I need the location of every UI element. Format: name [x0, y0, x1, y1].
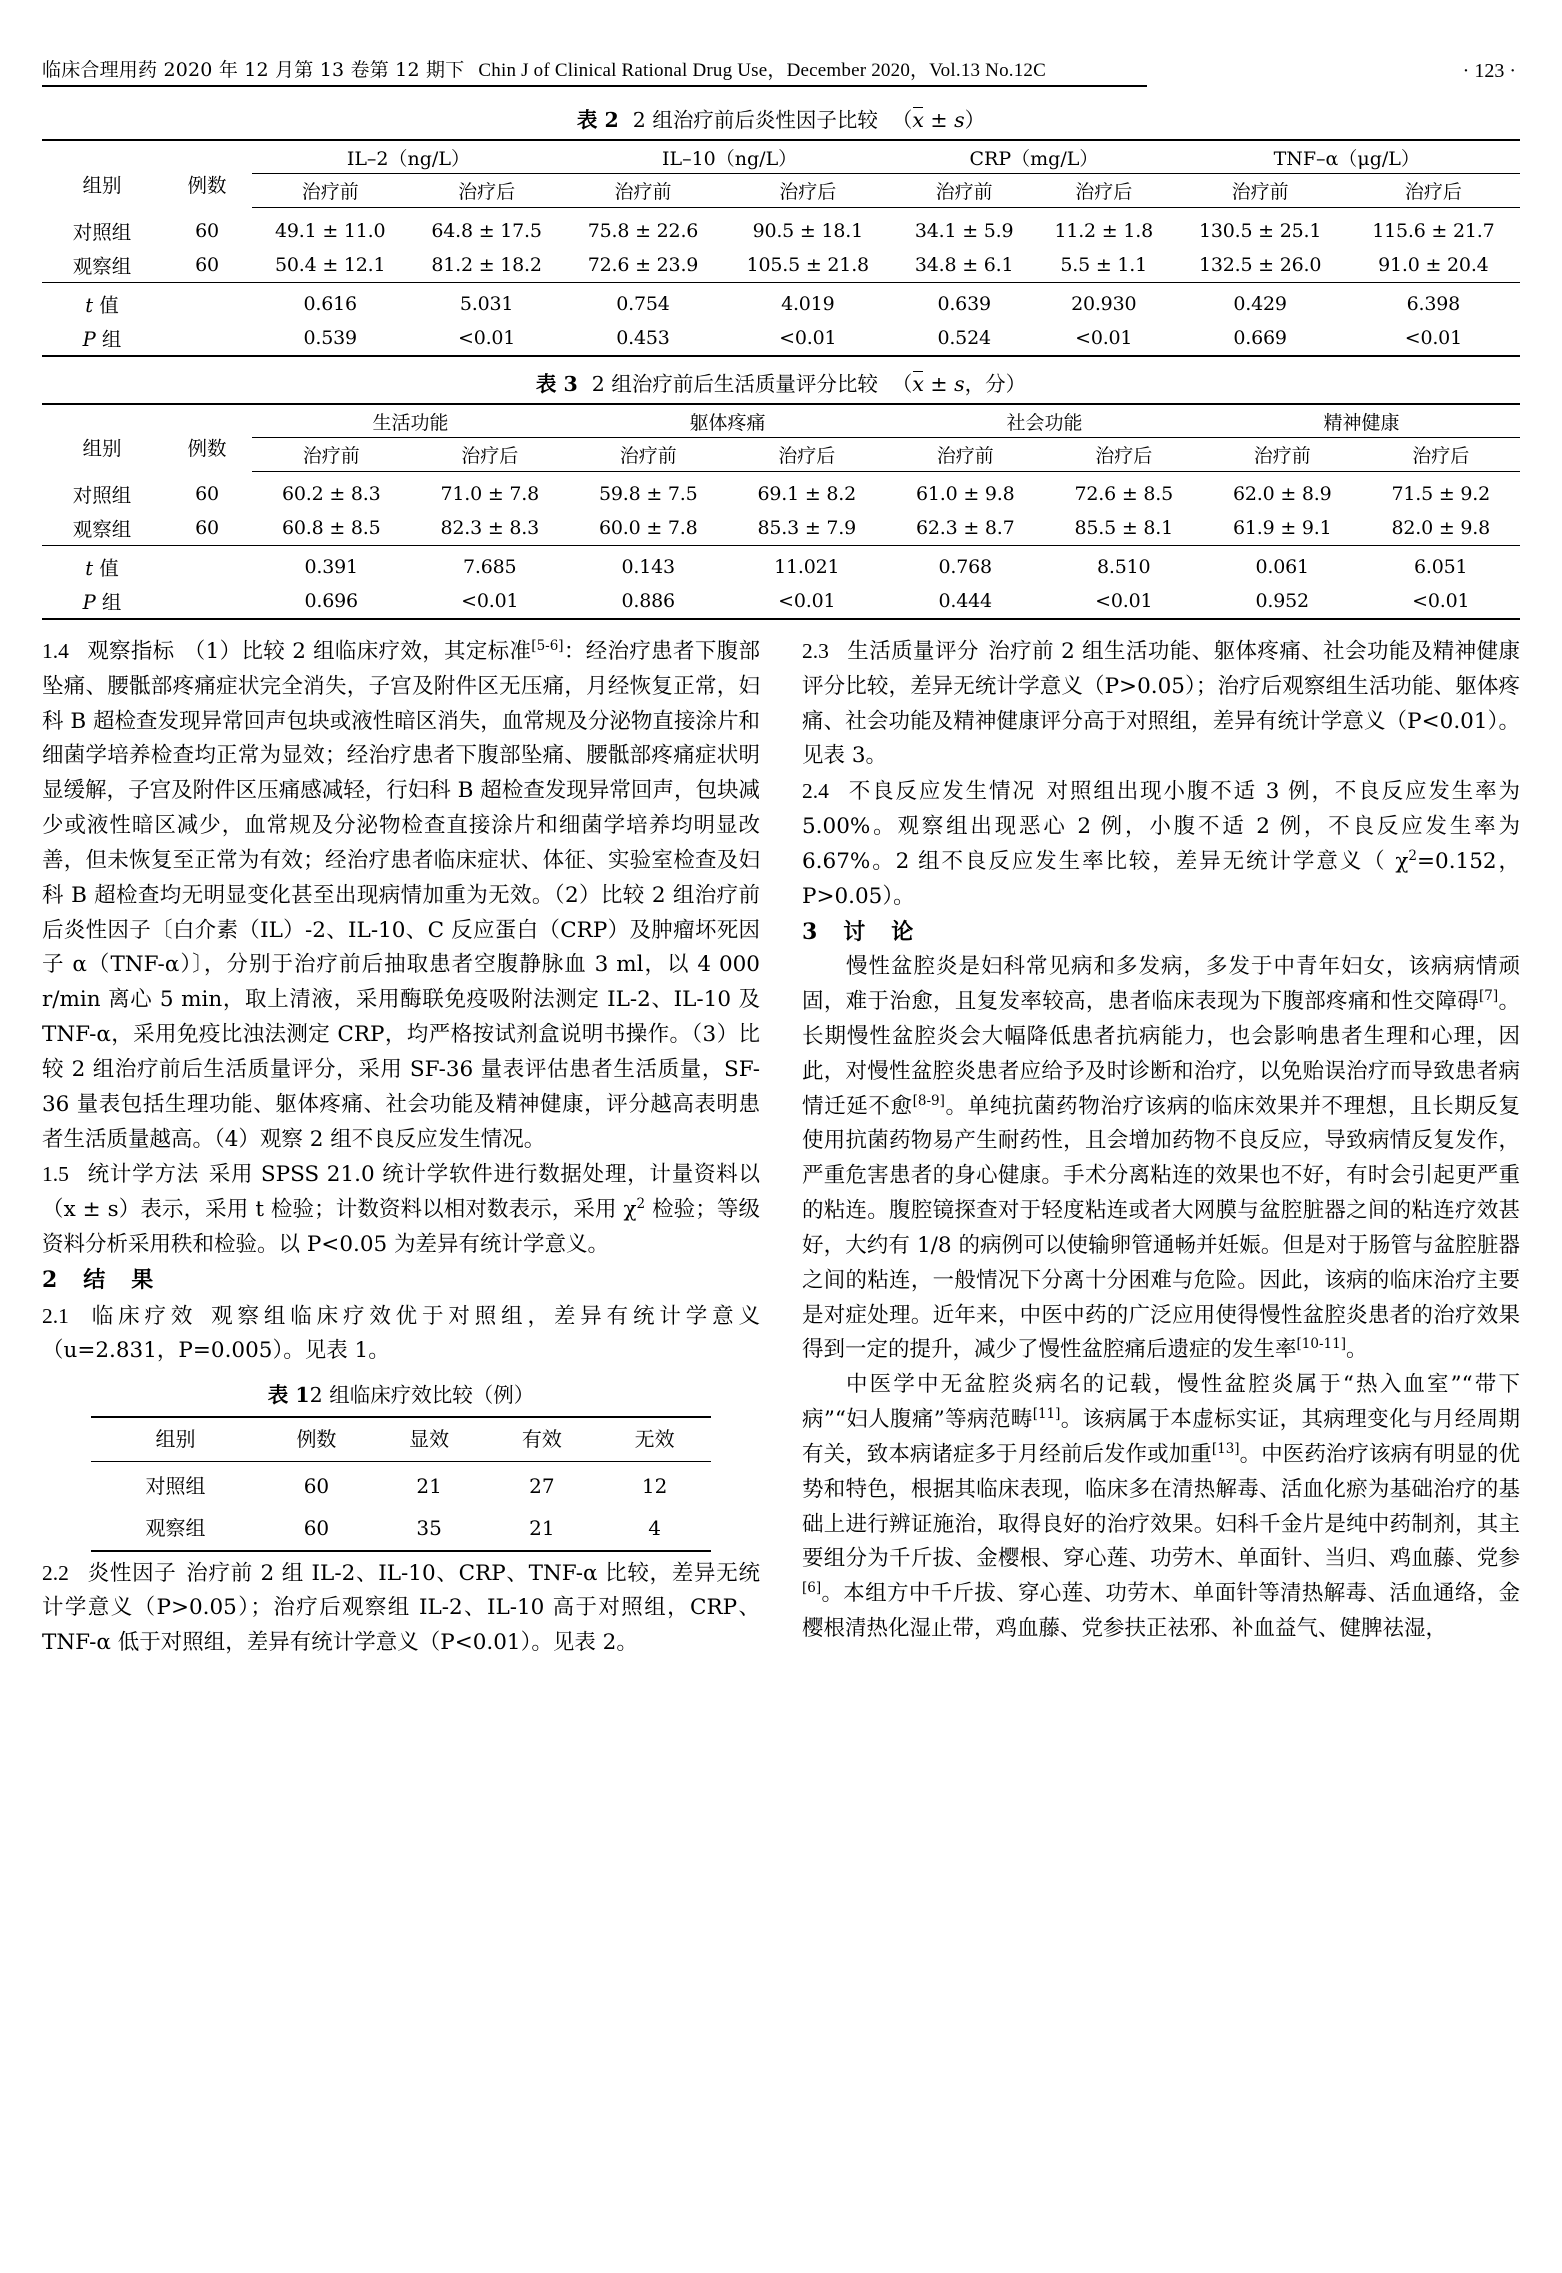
table2-row0-v5: 11.2 ± 1.8: [1054, 219, 1153, 242]
table2-sub-before-3: 治疗前: [894, 174, 1034, 208]
journal-name-cn: 临床合理用药 2020 年 12 月第 13 卷第 12 期下: [42, 59, 465, 82]
table2-t-v0: 0.616: [252, 282, 408, 321]
table3-sub-before-3: 治疗前: [886, 437, 1045, 471]
table3-row0-label: 对照组: [72, 484, 132, 507]
table2-col-group: 组别: [42, 140, 162, 208]
table3-p-label: P 组: [42, 584, 162, 619]
table3-row0-v5: 72.6 ± 8.5: [1074, 483, 1174, 506]
table-row: [42, 511, 1520, 546]
section-2-2: [42, 1556, 760, 1661]
discussion-p2-ref2: [13]: [1211, 1440, 1240, 1457]
table2-group-il10: IL–10（ng/L）: [565, 140, 895, 174]
table3-row1-v6: 61.9 ± 9.1: [1232, 517, 1332, 539]
table2-group-tnfa: TNF–α（μg/L）: [1173, 140, 1520, 174]
table2-sub-after-3: 治疗后: [1034, 174, 1174, 208]
table3-p-v6: 0.952: [1203, 584, 1362, 619]
table1: [91, 1416, 711, 1551]
table1-header-effective: 有效: [486, 1417, 599, 1461]
table1-caption-label: 表 1: [267, 1383, 310, 1408]
table2-t-v2: 0.754: [565, 282, 721, 321]
section-1-4-body-b: ：经治疗患者下腹部坠痛、腰骶部疼痛症状完全消失，子宫及附件区无压痛，月经恢复正常，妇科 B 超检查发现异常回声包块或液性暗区消失，血常规及分泌物直接涂片和细菌学培养检查均正常为显效；经治疗患者下腹部坠痛、腰骶部疼痛症状明显缓解，子宫及附件区压痛感减轻，行妇科 B 超检查发现异常回声，包块减少或液性暗区减少，血常规及分泌物检查直接涂片和细菌学培养均明显改善，但未恢复至正常为有效；经治疗患者临床症状、体征、实验室检查及妇科 B 超检查均无明显变化甚至出现病情加重为无效。（2）比较 2 组治疗前后炎性因子〔白介素（IL）-2、IL-10、C 反应蛋白（CRP）及肿瘤坏死因子 α（TNF-α）〕，分别于治疗前后抽取患者空腹静脉血 3 ml，以 4 000 r/min 离心 5 min，取上清液，采用酶联免疫吸附法测定 IL-2、IL-10 及 TNF-α，采用免疫比浊法测定 CRP，均严格按试剂盒说明书操作。（3）比较 2 组治疗前后生活质量评分，采用 SF-36 量表评估患者生活质量，SF-36 量表包括生理功能、躯体疼痛、社会功能及精神健康，评分越高表明患者生活质量越高。（4）观察 2 组不良反应发生情况。: [42, 639, 760, 1152]
table2-t-row: [42, 282, 1520, 321]
table2-p-row: [42, 321, 1520, 356]
table2-row1-v2: 72.6 ± 23.9: [587, 253, 699, 276]
table2-t-v6: 0.429: [1173, 282, 1346, 321]
table3-t-v5: 8.510: [1045, 546, 1204, 585]
table2-row1-v7: 91.0 ± 20.4: [1378, 253, 1489, 276]
table2-t-n: [162, 282, 252, 321]
discussion-p1-d: 。: [1345, 1337, 1368, 1363]
table2-sub-before-1: 治疗前: [252, 174, 408, 208]
table2-t-v4: 0.639: [894, 282, 1034, 321]
table3-sub-before-4: 治疗前: [1203, 437, 1362, 471]
section-1-4: [42, 634, 760, 1157]
body-columns: [42, 634, 1520, 1661]
table2-row1-label: 观察组: [72, 254, 132, 278]
table3-caption-stat: （x ± s，分）: [891, 371, 1027, 396]
section-1-4-title: 观察指标: [86, 639, 175, 664]
table1-row0-n: 60: [303, 1473, 330, 1498]
section-1-5-superscript: 2: [636, 1196, 646, 1213]
table2-p-v6: 0.669: [1173, 321, 1346, 356]
table2-row1-v4: 34.8 ± 6.1: [914, 253, 1014, 276]
table3-row0-v1: 71.0 ± 7.8: [440, 483, 540, 506]
discussion-paragraph-2: [802, 1368, 1520, 1647]
discussion-p1-a: 慢性盆腔炎是妇科常见病和多发病，多发于中青年妇女，该病病情顽固，难于治愈，且复发率较高，患者临床表现为下腹部疼痛和性交障碍: [802, 954, 1520, 1015]
table2-t-v5: 20.930: [1034, 282, 1174, 321]
table3-sub-before-2: 治疗前: [569, 437, 728, 471]
section-2-1-title: 临床疗效: [86, 1303, 198, 1329]
table3-row1-v5: 85.5 ± 8.1: [1074, 517, 1174, 539]
table2-sub-after-4: 治疗后: [1347, 174, 1520, 208]
table2-caption-stat: （x ± s）: [891, 108, 986, 132]
section-2-4: [802, 774, 1520, 914]
table2-sub-after-2: 治疗后: [721, 174, 894, 208]
table2: [42, 139, 1520, 357]
table1-row0-label: 对照组: [145, 1473, 206, 1498]
table3-group-mental-health: 精神健康: [1203, 404, 1520, 438]
table-row: [42, 471, 1520, 511]
section-2-1-body: 观察组临床疗效优于对照组，差异有统计学意义（u=2.831，P=0.005）。见表 1。: [42, 1303, 760, 1364]
table2-row0-v7: 115.6 ± 21.7: [1372, 219, 1495, 242]
table3-p-v1: <0.01: [411, 584, 570, 619]
table3-t-v7: 6.051: [1362, 546, 1521, 585]
left-column: [42, 634, 760, 1661]
table-row: [91, 1507, 711, 1550]
section-1-4-number: 1.4: [42, 639, 69, 663]
table2-row0-v3: 90.5 ± 18.1: [752, 219, 863, 242]
section-1-5-title: 统计学方法: [86, 1162, 199, 1188]
table3-header-row-2: [42, 437, 1520, 471]
table3-t-v3: 11.021: [728, 546, 887, 585]
table3-sub-after-1: 治疗后: [411, 437, 570, 471]
section-2-4-body-b: =0.152，P>0.05）。: [802, 848, 1520, 909]
table-row: [91, 1461, 711, 1507]
section-1-5: [42, 1157, 760, 1262]
table1-header-ineffective: 无效: [598, 1417, 711, 1461]
table2-row0-n: 60: [195, 219, 219, 242]
table2-row1-v0: 50.4 ± 12.1: [274, 253, 386, 276]
table1-header-n: 例数: [260, 1417, 373, 1461]
table2-row0-v0: 49.1 ± 11.0: [274, 219, 386, 242]
table-row: [42, 208, 1520, 248]
section-3-heading: 3 讨 论: [802, 918, 916, 945]
table3-p-v3: <0.01: [728, 584, 887, 619]
discussion-p1-ref2: [8-9]: [912, 1092, 945, 1109]
section-2-4-number: 2.4: [802, 779, 829, 804]
table3-caption-label: 表 3: [535, 371, 578, 396]
discussion-paragraph-1: [802, 950, 1520, 1368]
table2-t-v3: 4.019: [721, 282, 894, 321]
table3-p-row: [42, 584, 1520, 619]
table2-p-v5: <0.01: [1034, 321, 1174, 356]
table3-row0-v0: 60.2 ± 8.3: [281, 483, 381, 506]
table2-row0-label: 对照组: [72, 220, 132, 244]
table2-t-label: t 值: [42, 282, 162, 321]
table1-row1-n: 60: [260, 1507, 373, 1550]
table3-caption-text: 2 组治疗前后生活质量评分比较: [591, 371, 878, 396]
table3-group-life-function: 生活功能: [252, 404, 569, 438]
table1-row0-effective: 27: [529, 1473, 555, 1498]
journal-name-en: Chin J of Clinical Rational Drug Use，December 2020，Vol.13 No.12C: [478, 60, 1047, 82]
table2-row0-v4: 34.1 ± 5.9: [914, 219, 1014, 242]
table2-p-v7: <0.01: [1347, 321, 1520, 356]
section-2-1-number: 2.1: [42, 1303, 69, 1328]
table2-t-v1: 5.031: [408, 282, 564, 321]
header-rule: [42, 85, 1147, 87]
section-2-2-body: 治疗前 2 组 IL-2、IL-10、CRP、TNF-α 比较，差异无统计学意义（P>0.05）；治疗后观察组 IL-2、IL-10 高于对照组，CRP、TNF-α 低于对照组，差异有统计学意义（P<0.01）。见表 2。: [42, 1560, 760, 1656]
table1-header-group: 组别: [91, 1417, 260, 1461]
table3-caption: [42, 367, 1520, 397]
table3-row0-v3: 69.1 ± 8.2: [757, 483, 857, 506]
table3-t-v4: 0.768: [886, 546, 1045, 585]
table3-row0-v4: 61.0 ± 9.8: [915, 483, 1015, 506]
discussion-p2-c: 。中医药治疗该病有明显的优势和特色，根据其临床表现，临床多在清热解毒、活血化瘀为基础治疗的基础上进行辨证施治，取得良好的治疗效果。妇科千金片是纯中药制剂，其主要组分为千斤拔、金樱根、穿心莲、功劳木、单面针、当归、鸡血藤、党参: [802, 1441, 1520, 1572]
table2-group-il2: IL–2（ng/L）: [252, 140, 565, 174]
table3-sub-after-3: 治疗后: [1045, 437, 1204, 471]
table2-p-v4: 0.524: [894, 321, 1034, 356]
discussion-p1-ref1: [7]: [1479, 987, 1499, 1004]
table2-caption-label: 表 2: [576, 108, 619, 132]
section-2-4-superscript: 2: [1408, 847, 1417, 864]
table3-sub-before-1: 治疗前: [252, 437, 411, 471]
table3-row0-v2: 59.8 ± 7.5: [598, 483, 698, 506]
table2-t-v7: 6.398: [1347, 282, 1520, 321]
table2-p-v0: 0.539: [252, 321, 408, 356]
table2-p-v1: <0.01: [408, 321, 564, 356]
table3-row1-label: 观察组: [72, 518, 132, 541]
table2-row1-v1: 81.2 ± 18.2: [431, 253, 542, 276]
section-2-3-number: 2.3: [802, 639, 829, 663]
table3-header-row-1: [42, 404, 1520, 438]
table2-p-label: P 组: [42, 321, 162, 356]
table3-t-label: t 值: [42, 546, 162, 585]
table3-t-v0: 0.391: [252, 546, 411, 585]
table2-row0-v2: 75.8 ± 22.6: [587, 219, 699, 242]
table3-t-v6: 0.061: [1203, 546, 1362, 585]
table3-col-n: 例数: [162, 404, 252, 472]
table1-row1-effective: 21: [486, 1507, 599, 1550]
table2-header-row-2: [42, 174, 1520, 208]
section-2-3-title: 生活质量评分: [846, 639, 979, 664]
table3-sub-after-4: 治疗后: [1362, 437, 1521, 471]
table3-t-row: [42, 546, 1520, 585]
section-1-4-reference: [5-6]: [531, 637, 564, 654]
running-head-left: [42, 60, 1046, 82]
table2-p-v3: <0.01: [721, 321, 894, 356]
table3-row1-v7: 82.0 ± 9.8: [1391, 517, 1491, 539]
table-row: [42, 248, 1520, 283]
table3-row0-v6: 62.0 ± 8.9: [1232, 483, 1332, 506]
section-2-1: [42, 1299, 760, 1370]
table3-p-v0: 0.696: [252, 584, 411, 619]
table2-row1-v3: 105.5 ± 21.8: [746, 253, 869, 276]
table1-row1-markedly: 35: [373, 1507, 486, 1550]
right-column: [802, 634, 1520, 1661]
table2-p-v2: 0.453: [565, 321, 721, 356]
table3-group-body-pain: 躯体疼痛: [569, 404, 886, 438]
table3-p-v2: 0.886: [569, 584, 728, 619]
table3-p-n: [162, 584, 252, 619]
table3-group-social-function: 社会功能: [886, 404, 1203, 438]
table3-t-v1: 7.685: [411, 546, 570, 585]
table1-row1-label: 观察组: [91, 1507, 260, 1550]
page-number: · 123 ·: [1462, 60, 1516, 82]
table3-row1-n: 60: [195, 517, 219, 539]
discussion-p2-b: 。该病属于本虚标实证，其病理变化与月经周期有关，致本病诸症多于月经前后发作或加重: [802, 1407, 1520, 1467]
section-2-3-body: 治疗前 2 组生活功能、躯体疼痛、社会功能及精神健康评分比较，差异无统计学意义（P>0.05）；治疗后观察组生活功能、躯体疼痛、社会功能及精神健康评分高于对照组，差异有统计学意义（P<0.01）。见表 3。: [802, 639, 1520, 769]
discussion-p2-a: 中医学中无盆腔炎病名的记载，慢性盆腔炎属于“热入血室”“带下病”“妇人腹痛”等病范畴: [802, 1372, 1520, 1433]
table3-p-v5: <0.01: [1045, 584, 1204, 619]
section-1-4-body-a: （1）比较 2 组临床疗效，其定标准: [183, 639, 532, 664]
table3-p-v7: <0.01: [1362, 584, 1521, 619]
discussion-p1-ref3: [10-11]: [1296, 1336, 1346, 1353]
table2-row1-v6: 132.5 ± 26.0: [1198, 253, 1322, 276]
table1-caption-text: 2 组临床疗效比较: [309, 1383, 473, 1408]
discussion-p1-b: 。长期慢性盆腔炎会大幅降低患者抗病能力，也会影响患者生理和心理，因此，对慢性盆腔炎患者应给予及时诊断和治疗，以免贻误治疗而导致患者病情迁延不愈: [802, 989, 1520, 1119]
table2-row0-v1: 64.8 ± 17.5: [431, 219, 542, 242]
table1-header-markedly: 显效: [373, 1417, 486, 1461]
table2-col-n: 例数: [162, 140, 252, 208]
section-2-2-title: 炎性因子: [86, 1560, 177, 1586]
section-1-5-body-a: 采用 SPSS 21.0 统计学软件进行数据处理，计量资料以（x ± s）表示，采用 t 检验；计数资料以相对数表示，采用 χ: [42, 1162, 760, 1223]
table1-row1-ineffective: 4: [598, 1507, 711, 1550]
table3-row0-v7: 71.5 ± 9.2: [1391, 483, 1491, 506]
discussion-p2-ref1: [11]: [1032, 1405, 1061, 1422]
table1-header-row: [91, 1417, 711, 1461]
table2-sub-before-2: 治疗前: [565, 174, 721, 208]
table1-row0-ineffective: 12: [641, 1473, 668, 1498]
table1-caption-unit: （例）: [472, 1383, 535, 1408]
table3-row1-v4: 62.3 ± 8.7: [915, 517, 1015, 539]
section-2-3: [802, 634, 1520, 774]
table1-row0-markedly: 21: [416, 1473, 442, 1498]
table2-row0-v6: 130.5 ± 25.1: [1198, 219, 1322, 242]
table2-sub-before-4: 治疗前: [1173, 174, 1346, 208]
table3-row1-v0: 60.8 ± 8.5: [281, 517, 381, 539]
section-2-2-number: 2.2: [42, 1560, 69, 1585]
table3-row1-v3: 85.3 ± 7.9: [757, 517, 857, 539]
discussion-p2-d: 。本组方中千斤拔、穿心莲、功劳木、单面针等清热解毒、活血通络，金樱根清热化湿止带，鸡血藤、党参扶正祛邪、补血益气、健脾祛湿，: [802, 1581, 1520, 1641]
table3-t-n: [162, 546, 252, 585]
table3-p-v4: 0.444: [886, 584, 1045, 619]
table3: [42, 403, 1520, 621]
section-1-5-body-b: 检验；等级资料分析采用秩和检验。以 P<0.05 为差异有统计学意义。: [42, 1197, 760, 1258]
table2-p-n: [162, 321, 252, 356]
section-2-heading: 2 结 果: [42, 1266, 156, 1293]
table2-sub-after-1: 治疗后: [408, 174, 564, 208]
table2-group-crp: CRP（mg/L）: [894, 140, 1173, 174]
table2-header-row-1: [42, 140, 1520, 174]
section-1-5-number: 1.5: [42, 1162, 69, 1187]
discussion-p1-c: 。单纯抗菌药物治疗该病的临床效果并不理想，且长期反复使用抗菌药物易产生耐药性，且会增加药物不良反应，导致病情反复发作，严重危害患者的身心健康。手术分离粘连的效果也不好，有时会引起更严重的粘连。腹腔镜探查对于轻度粘连或者大网膜与盆腔脏器之间的粘连疗效甚好，大约有 1/8 的病例可以使输卵管通畅并妊娠。但是对于肠管与盆腔脏器之间的粘连，一般情况下分离十分困难与危险。因此，该病的临床治疗主要是对症处理。近年来，中医中药的广泛应用使得慢性盆腔炎患者的治疗效果得到一定的提升，减少了慢性盆腔痛后遗症的发生率: [802, 1093, 1520, 1363]
table3-sub-after-2: 治疗后: [728, 437, 887, 471]
table2-caption: [42, 103, 1520, 133]
table2-row1-v5: 5.5 ± 1.1: [1060, 253, 1148, 276]
table3-t-v2: 0.143: [569, 546, 728, 585]
table1-caption: [42, 1379, 760, 1412]
table3-row0-n: 60: [195, 483, 219, 505]
table3-row1-v2: 60.0 ± 7.8: [598, 517, 698, 539]
table2-caption-text: 2 组治疗前后炎性因子比较: [632, 108, 878, 132]
discussion-p2-ref3: [6]: [802, 1580, 822, 1596]
table3-col-group: 组别: [42, 404, 162, 472]
table2-row1-n: 60: [195, 253, 219, 276]
section-2-4-body-a: 对照组出现小腹不适 3 例，不良反应发生率为 5.00%。观察组出现恶心 2 例，小腹不适 2 例，不良反应发生率为 6.67%。2 组不良反应发生率比较，差异无统计学意义（ χ: [802, 779, 1520, 874]
table3-row1-v1: 82.3 ± 8.3: [440, 517, 540, 539]
section-2-4-title: 不良反应发生情况: [846, 779, 1036, 805]
